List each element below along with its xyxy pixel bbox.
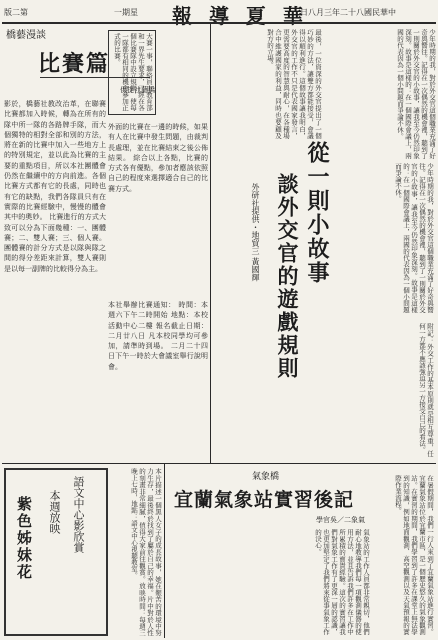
weather-body-right: 在暑假期間，我們一行人來到了宜蘭氣象站進行實習。宜蘭氣象站位於宜蘭市區，是一個歷史悠久的氣象觀測站。在實習的期間，我們學習到了許多在課堂上無法學到的知識，例如地面觀測、高空觀測以及天氣預報的實際作業流程。 bbox=[394, 475, 434, 635]
weather-series-label: 氣象橋 bbox=[252, 472, 280, 482]
article-diplomat bbox=[212, 23, 438, 463]
weather-body-bottom: 氣象站的工作人員都非常親切，他們耐心地教導我們每一項觀測儀器的使用方法，並且告訴我們許多在工作中所累積的寶貴經驗。這次的實習讓我們對氣象工作有了更深一層的認識，也更加堅定了我們將來從事氣象工作的決心。 bbox=[314, 529, 370, 635]
film-lead: 本週放映 bbox=[48, 490, 61, 534]
bridge-byline: 供提社藝橋 bbox=[120, 86, 155, 94]
column-rule-bottom bbox=[164, 464, 165, 638]
diplomat-body-left: 最後，一位資深的外交官提出了一個巧妙的方法，讓雙方都能接受，會議得以順利進行。這個故事讓我明白，外交官的工作不只是代表國家發言，更需要高度的智慧與耐心，在各種場合中維護國家的利益，同時也要顧及對方的立場。 bbox=[266, 29, 322, 139]
issue-date: 日八月三年二十八國民華中 bbox=[300, 8, 396, 17]
section-rule bbox=[2, 463, 436, 464]
bridge-series-label: 橋藝漫談 bbox=[6, 30, 46, 41]
page-number-label: 版二第 bbox=[4, 8, 28, 17]
film-box bbox=[4, 468, 108, 636]
diplomat-body-mid: 少年時期的我，對於外交官這個職業充滿了好奇與嚮往。記得在一次偶然的機會裡，聽到了一則關於外交官的小故事，讓我至今仍然印象深刻。故事是這樣的：在一個國際會議上，兩國的代表因為一個小問題而爭論不休。 bbox=[394, 163, 434, 313]
film-series: 語文中心影欣賞 bbox=[72, 476, 85, 553]
diplomat-byline: 外研社提供・地貿三 黃國輝 bbox=[251, 183, 260, 282]
film-body-text: 本片描述一個黑人女子的成長故事，她在艱苦的環境中努力生存，最後終於找到了屬於自己的幸福。片中對於人性的刻畫非常細膩，值得大家前往觀賞。放映時間：每週三晚上七時，地點：語文中心視聽教室。 bbox=[130, 468, 162, 636]
bridge-sidebar-text: 大賽一事，聯絡員由教育部和一界先生要求，已經在各個比賽隊中設立規則，使每一隊都有相同的機會參加正式的比賽。 bbox=[113, 33, 153, 111]
bridge-title: 比賽篇 bbox=[38, 51, 111, 77]
film-title: 紫色姊妹花 bbox=[15, 496, 33, 581]
diplomat-body-right: 少年時期的我，對於外交官這個職業充滿了好奇與嚮往。記得在一次偶然的機會裡，聽到了一則關於外交官的小故事，讓我至今仍然印象深刻。故事是這樣的：在一個國際會議上，兩國的代表因為一個小問題而爭論不休。 bbox=[396, 29, 436, 159]
diplomat-headline-2: 談外交官的遊戲規則 bbox=[275, 173, 300, 380]
weather-title: 宜蘭氣象站實習後記 bbox=[174, 489, 355, 511]
bridge-body-text: 影於，橋藝社教改治革，在聯賽比賽都加入時候，轉為在所有的隊中所一隊的各路牌手隊，而大個獨特的相對全部和別的方法，將在新的比賽中加入一些地方上的特別規定，並以此為比賽的主要的重點項目，所以本社團體會仍然在繼續中的方向前進。各個比賽方式都有它的長處，同時也有它的缺點，我們各隊員只有在實際的比賽經驗中，慢慢的體會其中的奧妙。 比賽進行的方式大致可以分為下面幾種：一、團體賽；二、雙人賽；三、個人賽。團體賽的計分方式是以隊與隊之間的得分差距來計算，雙人賽則是以每一副牌的比較得分為主。 bbox=[4, 100, 106, 273]
diplomat-bottom-text: 附記：外交工作的基本原則就是相互尊重，任何一方都不應該強迫另一方接受自己的看法。 bbox=[418, 323, 434, 457]
weekday-label: 一期星 bbox=[114, 8, 138, 17]
bridge-side-text: 外面的比賽在一邊的時候，如果有人在比賽中發生問題，由裁判長處理，並在比賽結束之後公佈結果。 綜合以上各點，比賽的方式各有優點，參加者應該依照自己的程度來選擇適合自己的比賽方式。 bbox=[108, 123, 208, 193]
bridge-notice-text: 本社舉辦比賽通知： 時間：本週六下午二時開始 地點：本校活動中心二樓 報名截止日期：二月廿八日 凡本校同學均可參加，請準時到場。 二月二十四日下午一時於大會議室舉行說明會。 bbox=[108, 301, 208, 371]
bridge-sidebar-box bbox=[108, 30, 156, 115]
column-rule-left bbox=[210, 23, 211, 463]
article-weather bbox=[166, 465, 438, 638]
masthead-title: 報 導 夏 華 bbox=[172, 4, 308, 28]
diplomat-headline-1: 從一則小故事 bbox=[304, 141, 330, 285]
weather-byline: 學官吳／二象氣 bbox=[316, 516, 365, 524]
